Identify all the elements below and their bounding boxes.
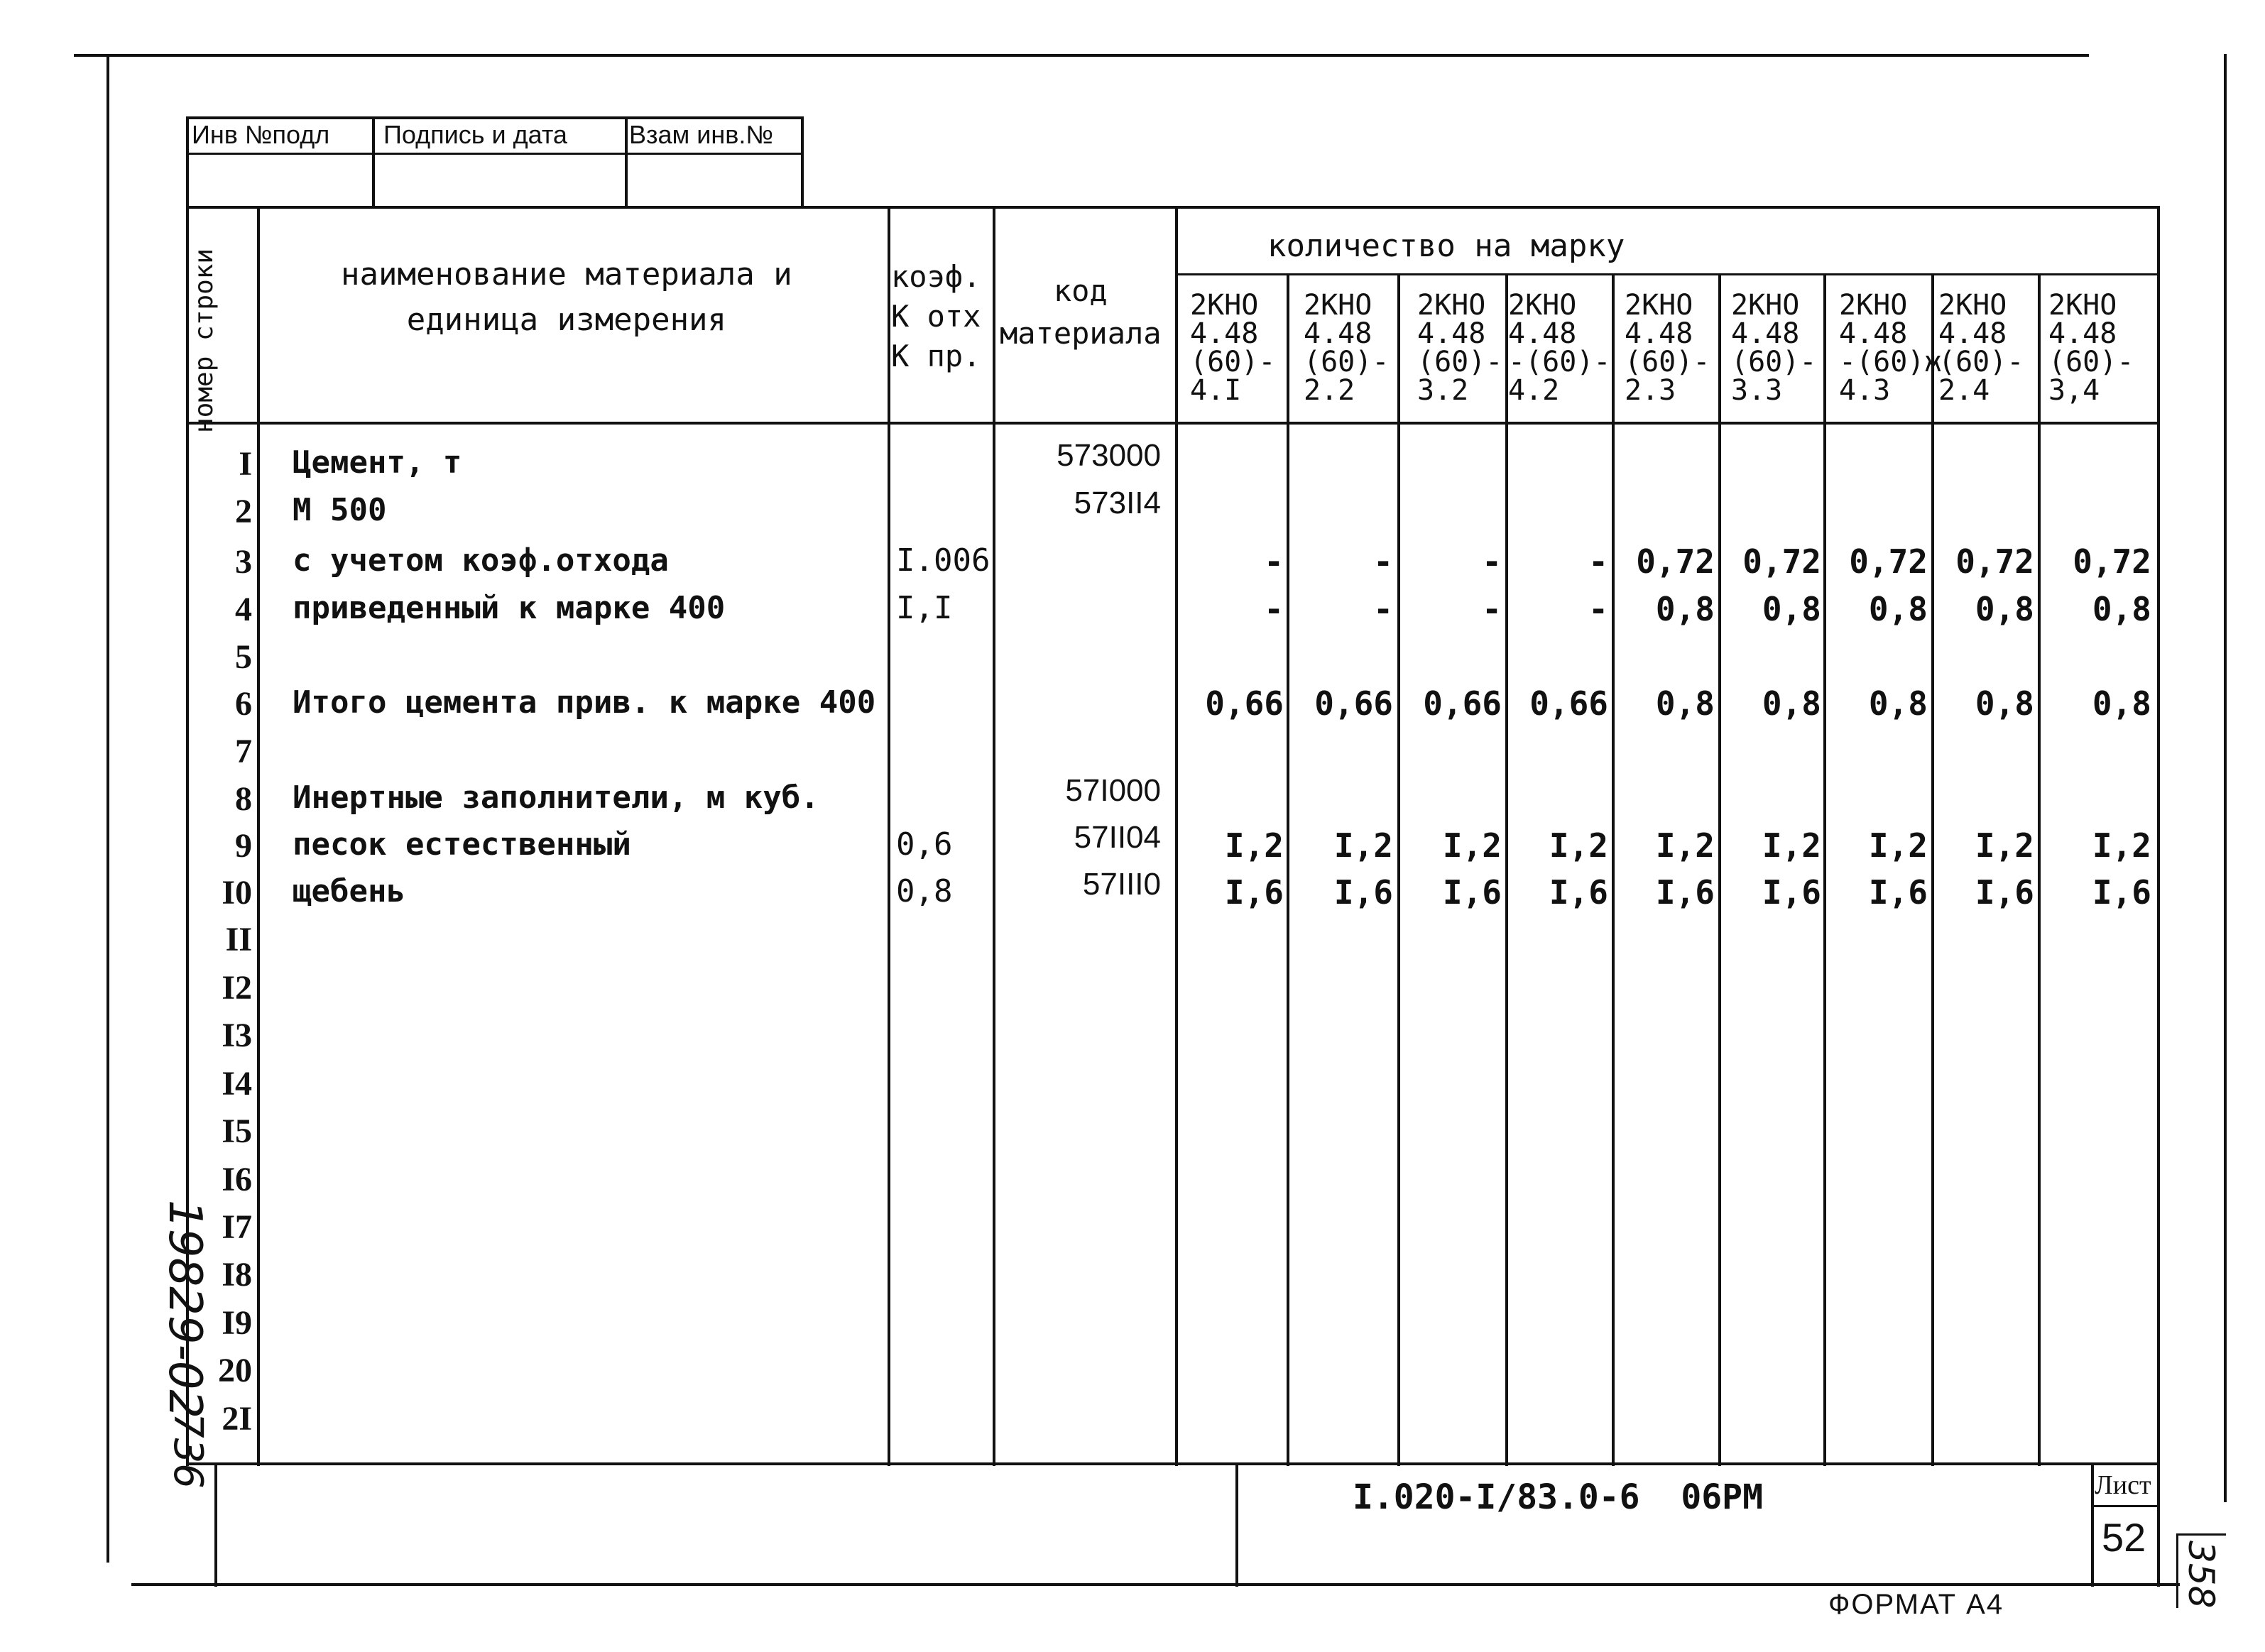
row-number: 2I [222,1400,252,1438]
row-number: 2 [235,493,252,530]
format-label: ФОРМАТ А4 [1828,1589,2004,1620]
material-code: 57I000 [1065,773,1161,808]
quantity-cell: I,6 [1868,873,1928,912]
quantity-cell: 0,66 [1205,684,1284,723]
row-number: I3 [222,1017,252,1054]
frame-top [74,54,2089,57]
quantity-cell: - [1373,542,1393,581]
page-box-left [2176,1533,2178,1608]
quantity-cell: I,6 [1762,873,1821,912]
row-number: 9 [235,827,252,865]
row-number: 5 [235,638,252,676]
quantity-cell: 0,8 [1655,590,1715,628]
quantity-cell: I,6 [2092,873,2151,912]
row-number: II [225,921,252,958]
quantity-cell: - [1482,542,1502,581]
quantity-cell: 0,8 [1975,590,2034,628]
quantity-cell: - [1264,542,1284,581]
coefficient: 0,8 [896,873,953,909]
quantity-cell: 0,72 [1742,542,1821,581]
quantity-cell: I,2 [1975,826,2034,865]
row-number: I7 [222,1208,252,1246]
row-number: 7 [235,733,252,770]
header-name: наименование материала и единица измерения [341,256,792,338]
quantity-cell: 0,8 [1975,684,2034,723]
material-name: Итого цемента прив. к марке 400 [293,684,876,721]
row-number: I2 [222,969,252,1007]
frame-bottom [131,1583,2180,1586]
mark-header: 2КНО 4.48 (60)- 3,4 [2048,289,2134,407]
quantity-cell: - [1482,590,1502,628]
quantity-cell: I,2 [1762,826,1821,865]
quantity-cell: I,6 [1442,873,1502,912]
mark-header: 2КНО 4.48 (60)- 2.2 [1304,289,1390,407]
frame-right [2224,54,2227,1502]
mark-header: 2КНО 4.48 -(60)ж 4.3 [1839,289,1942,407]
doc-code: I.020-I/83.0-6 06РМ [1353,1477,1763,1517]
header-koef: коэф. К отх К пр. [891,259,981,373]
quantity-cell: 0,8 [1868,590,1928,628]
handwritten-archive-number: 19829-02 [158,1200,211,1419]
quantity-cell: - [1264,590,1284,628]
row-number: 6 [235,685,252,723]
row-number: I0 [222,874,252,912]
quantity-cell: 0,72 [2073,542,2151,581]
page-box-top [2176,1533,2226,1536]
quantity-cell: I,6 [1333,873,1393,912]
header-kod: код материала [1000,273,1162,351]
quantity-cell: 0,72 [1955,542,2034,581]
quantity-cell: - [1588,590,1608,628]
quantity-cell: I,6 [1549,873,1608,912]
quantity-cell: I,2 [2092,826,2151,865]
material-name: Цемент, т [293,444,462,481]
quantity-cell: 0,8 [1762,684,1821,723]
quantity-cell: I,2 [1442,826,1502,865]
stamp-vzam: Взам инв.№ [629,120,774,149]
mark-header: 2КНО 4.48 -(60)- 4.2 [1508,289,1611,407]
quantity-cell: I,2 [1655,826,1715,865]
row-number: 20 [218,1352,252,1389]
material-name: с учетом коэф.отхода [293,542,669,579]
material-name: песок естественный [293,826,631,863]
row-number: 8 [235,780,252,818]
quantity-cell: I,6 [1655,873,1715,912]
quantity-cell: 0,8 [2092,684,2151,723]
quantity-cell: I,2 [1868,826,1928,865]
quantity-cell: I,2 [1549,826,1608,865]
handwritten-inventory-number: 736 [165,1413,211,1489]
stamp-podpis: Подпись и дата [383,120,567,149]
row-number-header: номер строки [190,248,219,433]
row-number: I9 [222,1304,252,1342]
quantity-cell: 0,72 [1636,542,1715,581]
mark-header: 2КНО 4.48 (60)- 4.I [1190,289,1276,407]
coefficient: 0,6 [896,826,953,863]
quantity-cell: 0,72 [1849,542,1928,581]
mark-header: 2КНО 4.48 (60)- 2.3 [1625,289,1710,407]
material-name: приведенный к марке 400 [293,590,726,626]
quantity-cell: - [1373,590,1393,628]
row-number: I4 [222,1065,252,1103]
quantity-cell: 0,66 [1529,684,1608,723]
row-number: 4 [235,591,252,628]
quantity-cell: 0,8 [1868,684,1928,723]
sheet-number: 52 [2102,1515,2146,1560]
row-number: 3 [235,543,252,581]
coefficient: I.006 [896,542,990,579]
quantity-cell: I,6 [1975,873,2034,912]
sheet-label: Лист [2095,1470,2151,1500]
material-name: М 500 [293,492,387,528]
quantity-cell: 0,8 [2092,590,2151,628]
mark-header: 2КНО 4.48 (60)- 3.3 [1731,289,1817,407]
coefficient: I,I [896,590,953,626]
row-number: I8 [222,1256,252,1293]
material-code: 57III0 [1082,867,1161,902]
quantity-cell: I,6 [1224,873,1284,912]
row-number: I [239,445,252,483]
quantity-cell: 0,8 [1655,684,1715,723]
frame-left [107,54,109,1563]
quantity-cell: I,2 [1224,826,1284,865]
material-code: 573II4 [1074,486,1161,520]
mark-header: 2КНО 4.48 (60)- 2.4 [1938,289,2024,407]
material-name: Инертные заполнители, м куб. [293,779,819,816]
material-name: щебень [293,873,405,909]
quantity-cell: 0,8 [1762,590,1821,628]
quantity-cell: I,2 [1333,826,1393,865]
row-number: I5 [222,1112,252,1150]
material-code: 573000 [1057,438,1161,473]
stamp-inv-podl: Инв №подл [192,120,330,149]
mark-header: 2КНО 4.48 (60)- 3.2 [1417,289,1503,407]
quantity-cell: 0,66 [1314,684,1393,723]
material-code: 57II04 [1074,820,1161,855]
header-qty-group: количество на марку [1267,228,1625,264]
quantity-cell: - [1588,542,1608,581]
row-number: I6 [222,1161,252,1198]
quantity-cell: 0,66 [1423,684,1502,723]
page-number-handwritten: 358 [2181,1541,2222,1609]
